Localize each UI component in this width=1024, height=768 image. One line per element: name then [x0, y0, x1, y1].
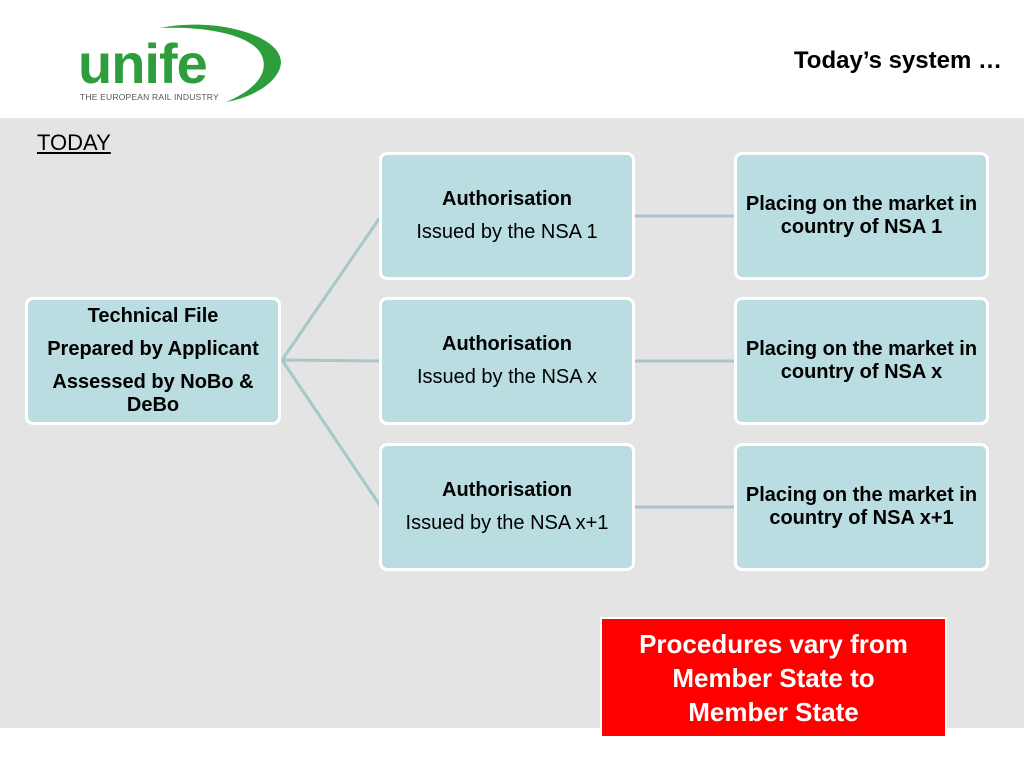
placing-text: Placing on the market in country of NSA x+1	[745, 484, 978, 529]
authorisation-box-nsax	[379, 297, 635, 425]
authorisation-issuer: Issued by the NSA x+1	[405, 512, 609, 534]
procedures-note-text: Procedures vary from Member State to Member State	[639, 628, 908, 727]
authorisation-issuer: Issued by the NSA x	[416, 366, 598, 388]
authorisation-title: Authorisation	[442, 333, 572, 355]
connector-tf-auth1	[282, 216, 381, 360]
authorisation-issuer: Issued by the NSA 1	[416, 221, 598, 243]
logo-tagline: THE EUROPEAN RAIL INDUSTRY	[80, 92, 219, 102]
technical-file-assessed: Assessed by NoBo & DeBo	[52, 371, 254, 416]
placing-box-nsa1	[734, 152, 989, 280]
authorisation-title: Authorisation	[442, 188, 572, 210]
placing-box-nsax1	[734, 443, 989, 571]
logo-wordmark: unife	[78, 32, 207, 95]
connector-tf-authx	[282, 360, 381, 361]
section-label: TODAY	[37, 130, 111, 155]
procedures-note	[600, 617, 947, 738]
authorisation-title: Authorisation	[442, 479, 572, 501]
placing-text: Placing on the market in country of NSA 1	[745, 193, 978, 238]
technical-file-box	[25, 297, 281, 425]
authorisation-box-nsax1	[379, 443, 635, 571]
slide-title: Today’s system …	[793, 47, 1002, 74]
authorisation-box-nsa1	[379, 152, 635, 280]
placing-text: Placing on the market in country of NSA x	[745, 338, 978, 383]
placing-box-nsax	[734, 297, 989, 425]
technical-file-title: Technical File	[87, 305, 219, 327]
technical-file-prepared: Prepared by Applicant	[47, 338, 259, 360]
connector-tf-authx1	[282, 360, 381, 507]
